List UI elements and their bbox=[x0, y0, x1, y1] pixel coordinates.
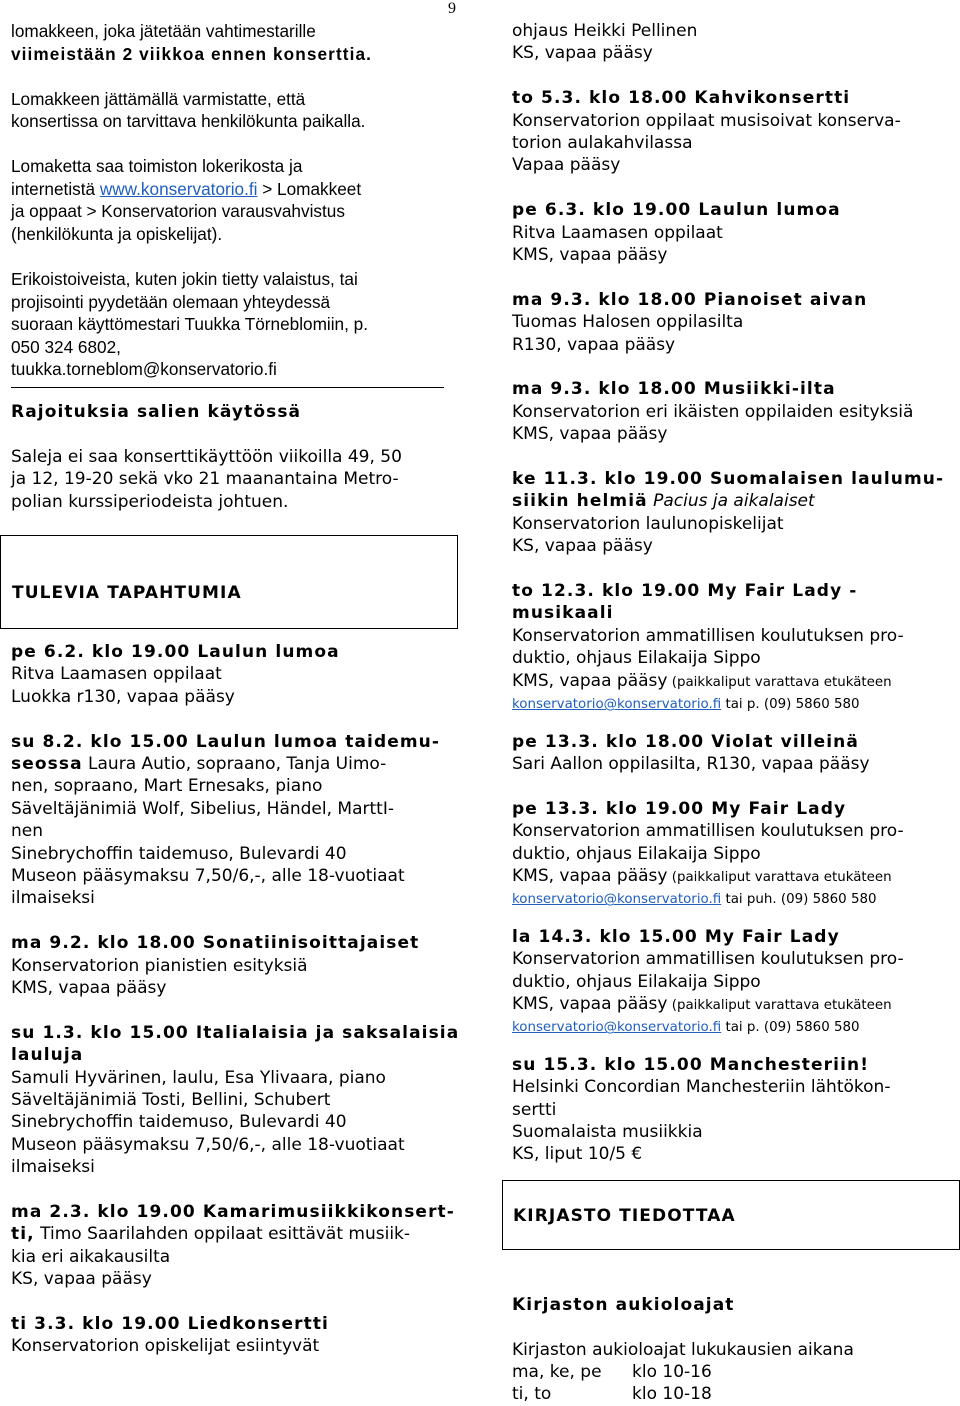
event-date: su 8.2. klo 15.00 Laulun lumoa taidemu- bbox=[11, 731, 441, 752]
event-detail: Konservatorion ammatillisen koulutuksen pro- bbox=[512, 821, 904, 842]
intro-line: lomakkeen, joka jätetään vahtimestarille bbox=[11, 21, 316, 41]
event-detail: KMS, vapaa pääsy bbox=[512, 424, 668, 445]
event-detail: Helsinki Concordian Manchesteriin lähtökon- bbox=[512, 1077, 891, 1098]
event-detail: KMS, vapaa pääsy bbox=[512, 245, 668, 266]
event-detail: torion aulakahvilassa bbox=[512, 133, 693, 154]
event-date: ke 11.3. klo 19.00 Suomalaisen laulumu- bbox=[512, 469, 945, 490]
event-detail: Konservatorion opiskelijat esiintyvät bbox=[11, 1336, 320, 1357]
hours-heading: Kirjaston aukioloajat bbox=[512, 1294, 735, 1315]
event-detail: Konservatorion oppilaat musisoivat konserva- bbox=[512, 110, 901, 131]
event-detail: Samuli Hyvärinen, laulu, Esa Ylivaara, piano bbox=[11, 1067, 386, 1088]
booking-phone: tai p. (09) 5860 580 bbox=[721, 1020, 860, 1036]
event-detail: duktio, ohjaus Eilakaija Sippo bbox=[512, 971, 761, 992]
event-detail: Museon pääsymaksu 7,50/6,-, alle 18-vuotiaat bbox=[11, 1134, 405, 1155]
event-date: la 14.3. klo 15.00 My Fair Lady bbox=[512, 926, 840, 947]
event-detail: Tuomas Halosen oppilasilta bbox=[512, 312, 744, 333]
event-detail: Laura Autio, sopraano, Tanja Uimo- bbox=[82, 753, 387, 774]
event-detail: Ritva Laamasen oppilaat bbox=[11, 664, 222, 685]
event-date: ma 9.3. klo 18.00 Pianoiset aivan bbox=[512, 289, 868, 310]
event-detail: KS, vapaa pääsy bbox=[11, 1269, 152, 1290]
event-detail: Säveltäjänimiä Tosti, Bellini, Schubert bbox=[11, 1089, 331, 1110]
event-date: su 1.3. klo 15.00 Italialaisia ja saksalaisia bbox=[11, 1022, 460, 1043]
event-detail: Museon pääsymaksu 7,50/6,-, alle 18-vuotiaat bbox=[11, 865, 405, 886]
event-date-cont: ti, bbox=[11, 1224, 35, 1245]
website-link[interactable]: www.konservatorio.fi bbox=[99, 178, 258, 199]
restrictions-line: Saleja ei saa konserttikäyttöön viikoilla 49, 50 bbox=[11, 446, 402, 467]
form-line-2-post: > Lomakkeet bbox=[257, 178, 362, 199]
ticket-info: KMS, vapaa pääsy bbox=[512, 993, 668, 1014]
event-date-cont: seossa bbox=[11, 753, 83, 774]
special-requests-line: projisointi pyydetään olemaan yhteydessä bbox=[11, 291, 331, 312]
event-date-cont: siikin helmiä bbox=[512, 491, 648, 512]
ticket-note: (paikkaliput varattava etukäteen bbox=[667, 674, 892, 690]
event-detail: Timo Saarilahden oppilaat esittävät musiik- bbox=[34, 1224, 411, 1245]
event-detail: ilmaiseksi bbox=[11, 1157, 95, 1178]
event-detail: sertti bbox=[512, 1099, 557, 1120]
staffing-line-1: Lomakkeen jättämällä varmistatte, että bbox=[11, 88, 306, 109]
hours-time: klo 10-18 bbox=[632, 1384, 712, 1405]
event-date-cont: lauluja bbox=[11, 1045, 84, 1066]
booking-email-link[interactable]: konservatorio@konservatorio.fi bbox=[512, 1020, 722, 1036]
event-detail: ilmaiseksi bbox=[11, 888, 95, 909]
library-heading: KIRJASTO TIEDOTTAA bbox=[513, 1206, 736, 1226]
right-column bbox=[512, 20, 952, 1406]
form-line-3: ja oppaat > Konservatorion varausvahvistus bbox=[11, 201, 345, 222]
special-requests-line: Erikoistoiveista, kuten jokin tietty valaistus, tai bbox=[11, 268, 358, 289]
event-detail: Konservatorion laulunopiskelijat bbox=[512, 513, 784, 534]
booking-email-link[interactable]: konservatorio@konservatorio.fi bbox=[512, 892, 722, 908]
event-detail: nen, sopraano, Mart Ernesaks, piano bbox=[11, 776, 323, 797]
hours-row bbox=[512, 1361, 952, 1383]
restrictions-line: ja 12, 19-20 sekä vko 21 maanantaina Metro- bbox=[11, 469, 399, 490]
hours-time: klo 10-16 bbox=[632, 1362, 712, 1382]
booking-phone: tai puh. (09) 5860 580 bbox=[721, 892, 877, 908]
event-date: pe 13.3. klo 18.00 Violat villeinä bbox=[512, 731, 859, 752]
event-date: to 5.3. klo 18.00 Kahvikonsertti bbox=[512, 88, 851, 109]
form-line-2-pre: internetistä bbox=[11, 178, 100, 199]
event-date: pe 6.2. klo 19.00 Laulun lumoa bbox=[11, 641, 340, 662]
restrictions-heading: Rajoituksia salien käytössä bbox=[11, 401, 302, 422]
event-detail: Säveltäjänimiä Wolf, Sibelius, Händel, MarttI- bbox=[11, 798, 394, 819]
event-detail: ohjaus Heikki Pellinen bbox=[512, 21, 698, 41]
hours-intro: Kirjaston aukioloajat lukukausien aikana bbox=[512, 1339, 854, 1360]
event-detail: nen bbox=[11, 821, 44, 842]
event-detail: Konservatorion pianistien esityksiä bbox=[11, 955, 308, 976]
booking-phone: tai p. (09) 5860 580 bbox=[721, 697, 860, 713]
restrictions-line: polian kurssiperiodeista johtuen. bbox=[11, 491, 289, 512]
booking-email-link[interactable]: konservatorio@konservatorio.fi bbox=[512, 697, 722, 713]
event-detail: duktio, ohjaus Eilakaija Sippo bbox=[512, 648, 761, 669]
event-detail: Sinebrychoffin taidemuso, Bulevardi 40 bbox=[11, 843, 347, 864]
event-detail: Sari Aallon oppilasilta, R130, vapaa pääsy bbox=[512, 753, 870, 774]
ticket-note: (paikkaliput varattava etukäteen bbox=[667, 869, 892, 885]
event-detail: duktio, ohjaus Eilakaija Sippo bbox=[512, 843, 761, 864]
upcoming-events-heading: TULEVIA TAPAHTUMIA bbox=[12, 583, 242, 603]
event-date: ma 9.2. klo 18.00 Sonatiinisoittajaiset bbox=[11, 933, 420, 954]
page-number: 9 bbox=[448, 0, 456, 17]
event-detail: Ritva Laamasen oppilaat bbox=[512, 222, 723, 243]
event-detail: Konservatorion ammatillisen koulutuksen pro- bbox=[512, 949, 904, 970]
event-date: pe 13.3. klo 19.00 My Fair Lady bbox=[512, 798, 847, 819]
event-detail: Pacius ja aikalaiset bbox=[647, 491, 815, 512]
ticket-info: KMS, vapaa pääsy bbox=[512, 865, 668, 886]
event-detail: Konservatorion ammatillisen koulutuksen pro- bbox=[512, 625, 904, 646]
event-detail: Vapaa pääsy bbox=[512, 155, 621, 176]
event-detail: Sinebrychoffin taidemuso, Bulevardi 40 bbox=[11, 1112, 347, 1133]
event-detail: KS, vapaa pääsy bbox=[512, 43, 653, 64]
technician-email: tuukka.torneblom@konservatorio.fi bbox=[11, 359, 277, 380]
event-detail: Suomalaista musiikkia bbox=[512, 1121, 703, 1142]
event-detail: Luokka r130, vapaa pääsy bbox=[11, 686, 235, 707]
event-date: to 12.3. klo 19.00 My Fair Lady -musikaali bbox=[512, 581, 858, 624]
event-detail: KS, liput 10/5 € bbox=[512, 1144, 643, 1165]
form-line-1: Lomaketta saa toimiston lokerikosta ja bbox=[11, 156, 303, 177]
left-column bbox=[11, 20, 461, 1358]
form-line-2 bbox=[11, 178, 461, 201]
ticket-note: (paikkaliput varattava etukäteen bbox=[667, 997, 892, 1013]
event-detail: R130, vapaa pääsy bbox=[512, 334, 676, 355]
event-detail: kia eri aikakausilta bbox=[11, 1246, 171, 1267]
special-requests-line: suoraan käyttömestari Tuukka Törneblomiin, p. bbox=[11, 314, 368, 335]
event-detail: KS, vapaa pääsy bbox=[512, 536, 653, 557]
intro-deadline: viimeistään 2 viikkoa ennen konserttia. bbox=[11, 43, 373, 64]
special-requests-line: 050 324 6802, bbox=[11, 336, 121, 357]
form-line-4: (henkilökunta ja opiskelijat). bbox=[11, 223, 223, 244]
event-date: pe 6.3. klo 19.00 Laulun lumoa bbox=[512, 200, 841, 221]
event-date: ma 2.3. klo 19.00 Kamarimusiikkikonsert- bbox=[11, 1202, 455, 1222]
hours-days: ti, to bbox=[512, 1384, 552, 1405]
staffing-line-2: konsertissa on tarvittava henkilökunta paikalla. bbox=[11, 111, 366, 132]
event-detail: Konservatorion eri ikäisten oppilaiden esityksiä bbox=[512, 401, 914, 422]
event-date: ti 3.3. klo 19.00 Liedkonsertti bbox=[11, 1314, 329, 1335]
event-date: ma 9.3. klo 18.00 Musiikki-ilta bbox=[512, 379, 836, 400]
hours-days: ma, ke, pe bbox=[512, 1362, 602, 1382]
event-detail: KMS, vapaa pääsy bbox=[11, 977, 167, 998]
ticket-info: KMS, vapaa pääsy bbox=[512, 670, 668, 691]
event-date: su 15.3. klo 15.00 Manchesteriin! bbox=[512, 1054, 870, 1075]
